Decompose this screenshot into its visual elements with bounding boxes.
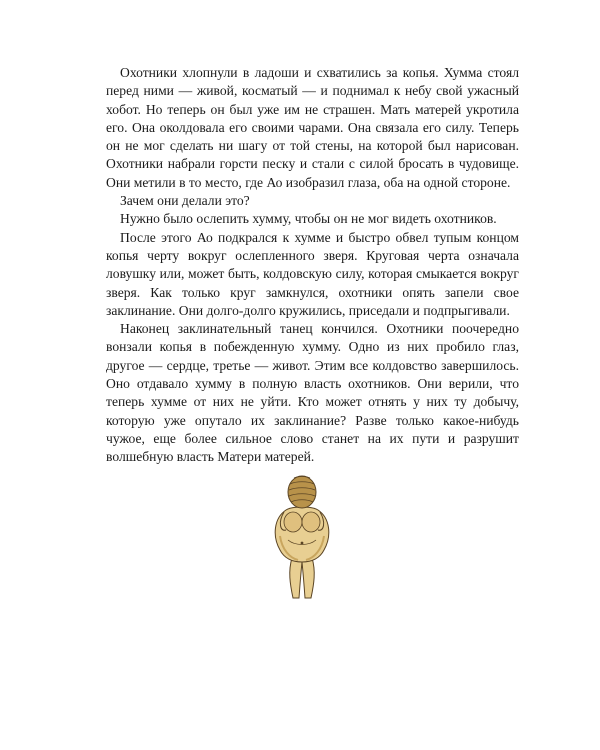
figurine-body [275,507,329,562]
paragraph-2: Зачем они делали это? [120,193,250,209]
paragraph-4: После этого Ао подкрался к хумме и быстро обвел тупым концом копья черту вокруг ослепленного зверя. Круговая черта означала ловушку или, может быть, колдовскую силу, которая смыкается вокруг зверя. Как только круг замкнулся, охотники опять запели свое заклинание. Они долго-долго кружились, приседали и подпрыгивали. [106,229,519,318]
paragraph-5: Наконец заклинательный танец кончился. Охотники поочередно вонзали копья в побежденную хумму. Одно из них пробило глаз, другое — сердце, третье — живот. Этим все колдовство завершилось. Оно отдавало хумму в полную власть охотников. Они верили, что теперь хумме от них не уйти. Кто может отнять у них ту добычу, которую уже опутало их заклинание? Разве только какое-нибудь чужое, еще более сильное слово станет на их пути и разрушит волшебную власть Матери матерей. [106,321,519,465]
venus-figurine-icon [262,466,342,606]
figurine-breast-left [284,512,302,532]
text-body [106,64,519,467]
figurine-legs [290,558,314,598]
figurine-head [288,476,316,508]
figurine-breast-right [302,512,320,532]
paragraph-1: Охотники хлопнули в ладоши и схватились за копья. Хумма стоял перед ними — живой, косматый — и поднимал к небу свой ужасный хобот. Но теперь он был уже им не страшен. Мать матерей укротила его. Она околдовала его своими чарами. Она связала его силу. Теперь он не мог сделать ни шагу от той стены, на которой был нарисован. Охотники набрали горсти песку и стали с силой бросать в чудовище. Они метили в то место, где Ао изобразил глаза, оба на одной стороне. [106,65,519,190]
paragraph-3: Нужно было ослепить хумму, чтобы он не мог видеть охотников. [120,211,497,227]
venus-figurine-illustration [262,466,342,606]
